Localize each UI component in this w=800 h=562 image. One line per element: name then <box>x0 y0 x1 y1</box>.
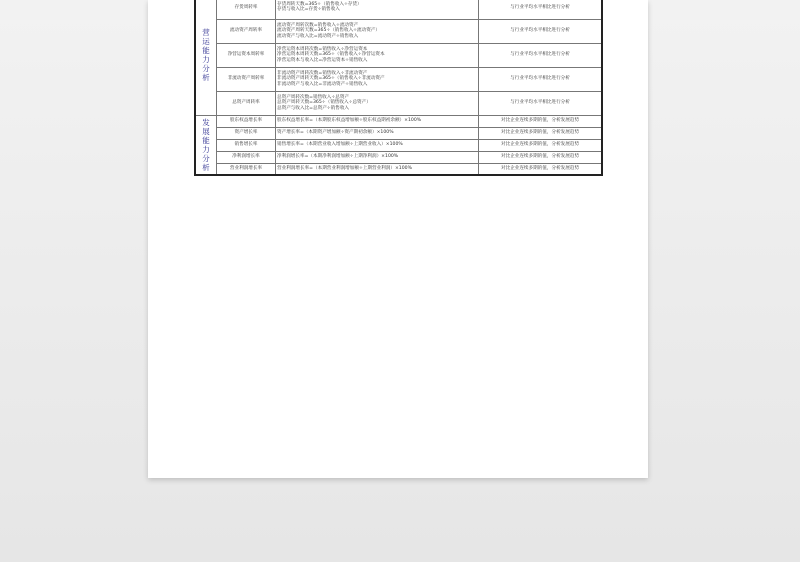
formula-line: 销售增长率=（本期营业收入增加额÷上期营业收入）×100% <box>277 142 403 148</box>
formula-cell <box>276 115 479 127</box>
formula-cell <box>276 163 479 175</box>
formula-cell <box>276 67 479 91</box>
financial-analysis-table <box>194 0 603 176</box>
category-char: 力 <box>202 144 210 154</box>
indicator-name: 销售增长率 <box>217 139 276 151</box>
formula-line: 净营运资本周转次数=销售收入÷净营运资本 <box>277 46 368 52</box>
analysis-note: 对比企业连续多期的值，分析发展趋势 <box>479 115 603 127</box>
table-row <box>195 127 602 139</box>
category-char: 分 <box>202 153 210 163</box>
category-char: 能 <box>202 135 210 145</box>
analysis-note: 与行业平均水平相比进行分析 <box>479 67 603 91</box>
formula-line: 非流动资产周转天数=365÷（销售收入÷非流动资产 <box>277 76 385 82</box>
indicator-name: 存货周转率 <box>217 0 276 19</box>
indicator-name: 净营运资本周转率 <box>217 43 276 67</box>
formula-line: 存货周转天数=365÷（销售收入÷存货） <box>277 1 362 7</box>
formula-line: 流动资产周转次数=销售收入÷流动资产 <box>277 22 359 28</box>
table-row <box>195 151 602 163</box>
formula-line: 总资产周转天数=365÷（销售收入÷总资产） <box>277 100 371 106</box>
category-char: 发 <box>202 117 210 127</box>
formula-line: 营业利润增长率=（本期营业利润增加额÷上期营业利润）×100% <box>277 166 412 172</box>
table-row <box>195 0 602 19</box>
indicator-name: 净利润增长率 <box>217 151 276 163</box>
formula-line: 存货与收入比=存货÷销售收入 <box>277 7 340 13</box>
formula-line: 净利润增长率=（本期净利润增加额÷上期净利润）×100% <box>277 154 399 160</box>
analysis-note: 对比企业连续多期的值，分析发展趋势 <box>479 151 603 163</box>
analysis-note: 对比企业连续多期的值，分析发展趋势 <box>479 139 603 151</box>
formula-cell <box>276 91 479 115</box>
category-char: 展 <box>202 126 210 136</box>
category-char: 分 <box>202 64 210 74</box>
formula-line: 股东权益增长率=（本期股东权益增加额÷股东权益期初余额）×100% <box>277 118 422 124</box>
formula-line: 资产增长率=（本期资产增加额÷资产期初余额）×100% <box>277 130 394 136</box>
category-char: 能 <box>202 46 210 56</box>
category-char: 析 <box>202 162 210 172</box>
formula-line: 流动资产与收入比=流动资产÷销售收入 <box>277 33 359 39</box>
indicator-name: 股东权益增长率 <box>217 115 276 127</box>
formula-cell <box>276 127 479 139</box>
category-char: 运 <box>202 37 210 47</box>
formula-line: 净营运资本与收入比=净营运资本÷销售收入 <box>277 57 368 63</box>
formula-cell <box>276 151 479 163</box>
analysis-note: 与行业平均水平相比进行分析 <box>479 91 603 115</box>
category-label <box>195 0 217 115</box>
indicator-name: 流动资产周转率 <box>217 19 276 43</box>
formula-line: 非流动资产与收入比=非流动资产÷销售收入 <box>277 81 368 87</box>
table-row <box>195 91 602 115</box>
formula-cell <box>276 0 479 19</box>
table-row <box>195 43 602 67</box>
formula-line: 流动资产周转天数=365÷（销售收入÷流动资产） <box>277 28 381 34</box>
indicator-name: 资产增长率 <box>217 127 276 139</box>
table-row <box>195 115 602 127</box>
category-char: 力 <box>202 55 210 65</box>
document-page <box>148 0 648 478</box>
formula-line: 非流动资产周转次数=销售收入÷非流动资产 <box>277 70 368 76</box>
formula-line: 总资产周转次数=销售收入÷总资产 <box>277 94 350 100</box>
category-char: 析 <box>202 73 210 83</box>
analysis-note: 与行业平均水平相比进行分析 <box>479 43 603 67</box>
indicator-name: 非流动资产周转率 <box>217 67 276 91</box>
analysis-note: 对比企业连续多期的值，分析发展趋势 <box>479 163 603 175</box>
analysis-note: 对比企业连续多期的值，分析发展趋势 <box>479 127 603 139</box>
formula-cell <box>276 139 479 151</box>
indicator-name: 总资产周转率 <box>217 91 276 115</box>
formula-line: 净营运资本周转天数=365÷（销售收入÷净营运资本 <box>277 52 385 58</box>
analysis-note: 与行业平均水平相比进行分析 <box>479 19 603 43</box>
formula-cell <box>276 19 479 43</box>
table-row <box>195 67 602 91</box>
formula-line: 总资产与收入比=总资产÷销售收入 <box>277 105 350 111</box>
formula-cell <box>276 43 479 67</box>
table-row <box>195 163 602 175</box>
category-char: 营 <box>202 28 210 38</box>
table-row <box>195 139 602 151</box>
table-row <box>195 19 602 43</box>
analysis-note: 与行业平均水平相比进行分析 <box>479 0 603 19</box>
indicator-name: 营业利润增长率 <box>217 163 276 175</box>
category-label <box>195 115 217 175</box>
